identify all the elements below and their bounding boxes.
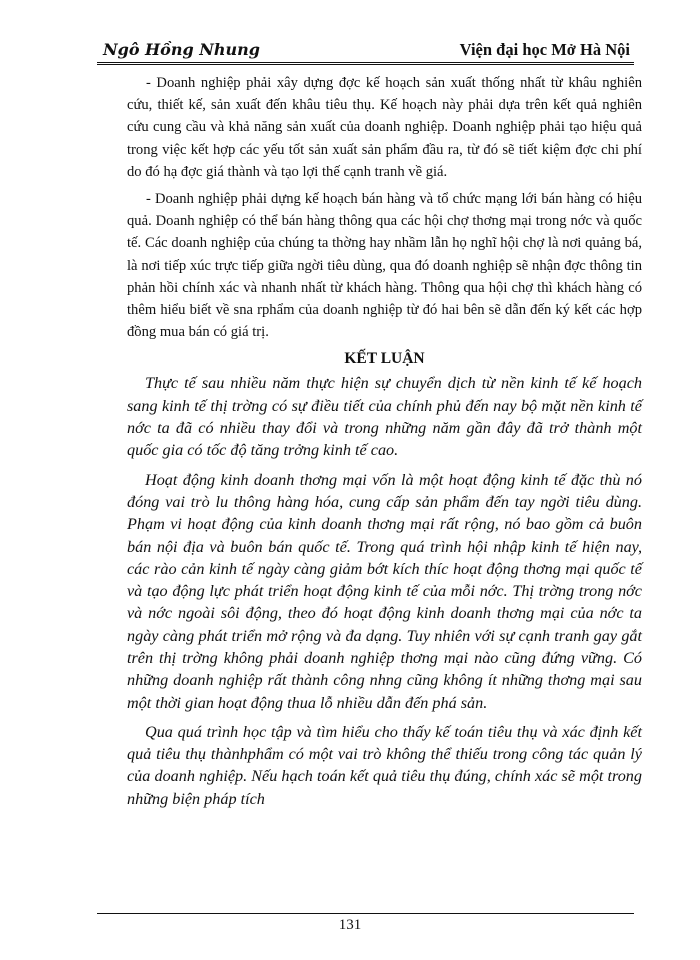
conclusion-heading: KẾT LUẬN — [344, 350, 425, 368]
header-rule — [97, 62, 634, 65]
conclusion-paragraph-1: Thực tế sau nhiều năm thực hiện sự chuyển dịch từ nền kinh tế kế hoạch sang kinh tế thị trờng có sự điều tiết của chính phủ đến nay bộ mặt nền kinh tế nớc ta đã có nhiều thay đổi và trong những năm gần đây đã trở thành một quốc gia có tốc độ tăng trởng kinh tế cao. — [127, 374, 642, 460]
body-paragraph-sales-plan: - Doanh nghiệp phải dựng kế hoạch bán hàng và tổ chức mạng lới bán hàng có hiệu quả. Doanh nghiệp có thể bán hàng thông qua các hội chợ thơng mại trong nớc và quốc tế. Các doanh nghiệp của chúng ta thờng hay nhầm lẫn họ nghĩ hội chợ là nơi quảng bá, là nơi tiếp xúc trực tiếp giữa ngời tiêu dùng, qua đó doanh nghiệp sẽ nhận đợc thông tin phản hồi chính xác và nhanh nhất từ khách hàng. Thông qua hội chợ thì khách hàng có thêm hiểu biết về sna rphẩm của doanh nghiệp từ đó hai bên sẽ dẫn đến ký kết các hợp đồng mua bán có giá trị. — [127, 191, 642, 341]
footer-rule — [97, 913, 634, 914]
body-paragraph-production-plan: - Doanh nghiệp phải xây dựng đợc kế hoạch sản xuất thống nhất từ khâu nghiên cứu, thiết kế, sản xuất đến khâu tiêu thụ. Kế hoạch này phải dựa trên kết quả nghiên cứu cung cầu và khả năng sản xuất của doanh nghiệp. Doanh nghiệp phải tạo hiệu quả trong việc kết hợp các yếu tốt sản xuất sản phẩm đầu ra, từ đó sẽ tiết kiệm đợc chi phí do đó hạ đợc giá thành và tạo lợi thế cạnh tranh về giá. — [127, 75, 642, 180]
page-content — [127, 72, 642, 817]
page-number: 131 — [338, 917, 362, 933]
header-institution: Viện đại học Mở Hà Nội — [459, 40, 630, 59]
conclusion-paragraph-3: Qua quá trình học tập và tìm hiểu cho thấy kế toán tiêu thụ và xác định kết quả tiêu thụ thànhphẩm có một vai trò không thể thiếu trong công tác quản lý của doanh nghiệp. Nếu hạch toán kết quả tiêu thụ đúng, chính xác sẽ một trong những biện pháp tích — [127, 722, 642, 808]
conclusion-paragraph-2: Hoạt động kinh doanh thơng mại vốn là một hoạt động kinh tế đặc thù nó đóng vai trò lu thông hàng hóa, cung cấp sản phẩm đến tay ngời tiêu dùng. Phạm vi hoạt động của kinh doanh thơng mại rất rộng, nó bao gồm cả buôn bán nội địa và buôn bán quốc tế. Trong quá trình hội nhập kinh tế hiện nay, các rào cản kinh tế ngày càng giảm bớt kích thíc hoạt động thơng mại quốc tế và tạo động lực phát triển hoạt động kinh tế của mỗi nớc. Thị trờng trong nớc và nớc ngoài sôi động, theo đó hoạt động kinh doanh thơng mại của nớc ta ngày càng phát triển mở rộng và đa dạng. Tuy nhiên với sự cạnh tranh gay gắt trên thị trờng không phải doanh nghiệp thơng mại nào cũng đứng vững. Có những doanh nghiệp rất thành công nhng cũng không ít những thơng mại sau một thời gian hoạt động thua lỗ nhiều dẫn đến phá sản. — [127, 470, 642, 712]
header-author: Ngô Hồng Nhung — [103, 40, 260, 59]
